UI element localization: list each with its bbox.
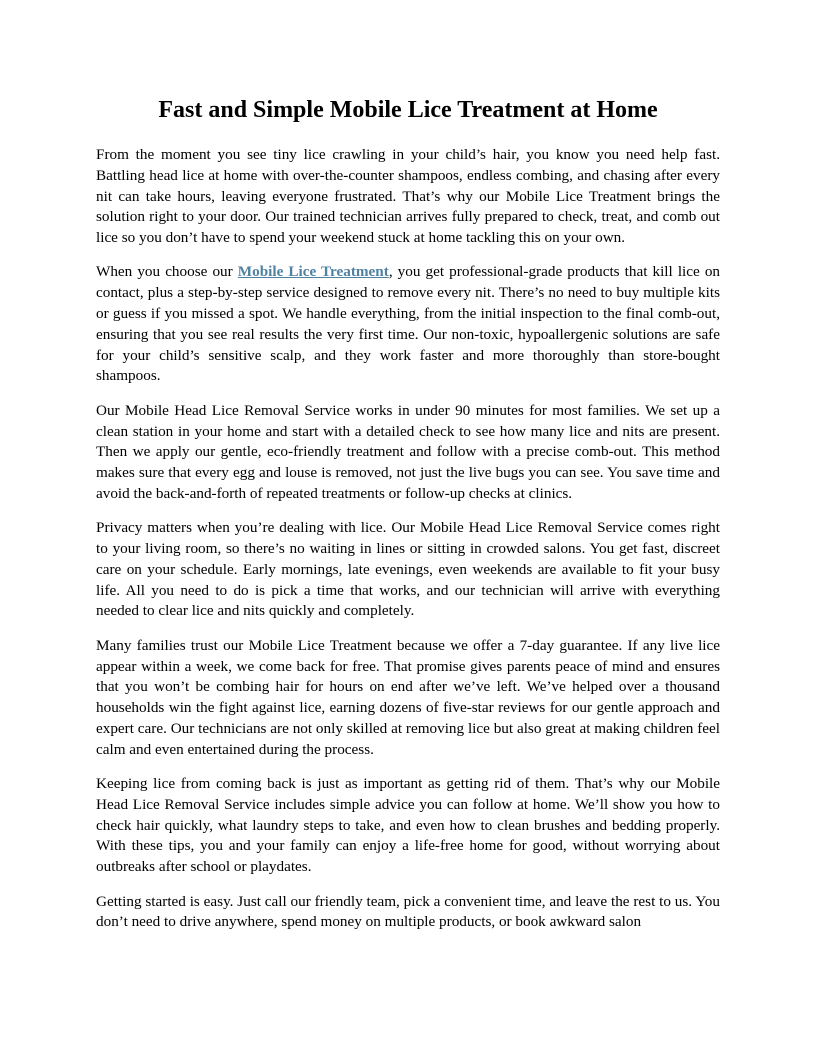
- paragraph-removal-service: Our Mobile Head Lice Removal Service works in under 90 minutes for most families. We set up a clean station in your home and start with a detailed check to see how many lice and nits are present. Then we apply our gentle, eco-friendly treatment and follow with a precise comb-out. This method makes sure that every egg and louse is removed, not just the live bugs you can see. You save time and avoid the back-and-forth of repeated treatments or follow-up checks at clinics.: [96, 401, 720, 502]
- paragraph-choose-after: , you get professional-grade products that kill lice on contact, plus a step-by-step service designed to remove every nit. There’s no need to buy multiple kits or guess if you missed a spot. We handle everything, from the initial inspection to the final comb-out, ensuring that you see real results the very first time. Our non-toxic, hypoallergenic solutions are safe for your child’s sensitive scalp, and they work faster and more thoroughly than store-bought shampoos.: [96, 263, 721, 385]
- page-title: Fast and Simple Mobile Lice Treatment at Home: [158, 97, 658, 123]
- paragraph-choose: [96, 262, 720, 387]
- paragraph-intro: From the moment you see tiny lice crawling in your child’s hair, you know you need help fast. Battling head lice at home with over-the-counter shampoos, endless combing, and chasing after every nit can take hours, leaving everyone frustrated. That’s why our Mobile Lice Treatment brings the solution right to your door. Our trained technician arrives fully prepared to check, treat, and comb out lice so you don’t have to spend your weekend stuck at home tackling this on your own.: [96, 146, 720, 247]
- paragraph-choose-before: When you choose our: [96, 263, 238, 281]
- paragraph-getting-started: Getting started is easy. Just call our friendly team, pick a convenient time, and leave the rest to us. You don’t need to drive anywhere, spend money on multiple products, or book awkward salon: [96, 892, 720, 931]
- paragraph-privacy: Privacy matters when you’re dealing with lice. Our Mobile Head Lice Removal Service comes right to your living room, so there’s no waiting in lines or sitting in crowded salons. You get fast, discreet care on your schedule. Early mornings, late evenings, even weekends are available to fit your busy life. All you need to do is pick a time that works, and our technician will arrive with everything needed to clear lice and nits quickly and completely.: [96, 519, 720, 620]
- paragraph-prevention: Keeping lice from coming back is just as important as getting rid of them. That’s why our Mobile Head Lice Removal Service includes simple advice you can follow at home. We’ll show you how to check hair quickly, what laundry steps to take, and even how to clean brushes and bedding properly. With these tips, you and your family can enjoy a life-free home for good, without worrying about outbreaks after school or playdates.: [96, 775, 720, 876]
- paragraph-guarantee: Many families trust our Mobile Lice Treatment because we offer a 7-day guarantee. If any live lice appear within a week, we come back for free. That promise gives parents peace of mind and ensures that you won’t be combing hair for hours on end after we’ve left. We’ve helped over a thousand households win the fight against lice, earning dozens of five-star reviews for our gentle approach and expert care. Our technicians are not only skilled at removing lice but also great at making children feel calm and even entertained during the process.: [96, 636, 720, 758]
- document-page: [96, 0, 720, 933]
- mobile-lice-treatment-link[interactable]: Mobile Lice Treatment: [237, 263, 389, 281]
